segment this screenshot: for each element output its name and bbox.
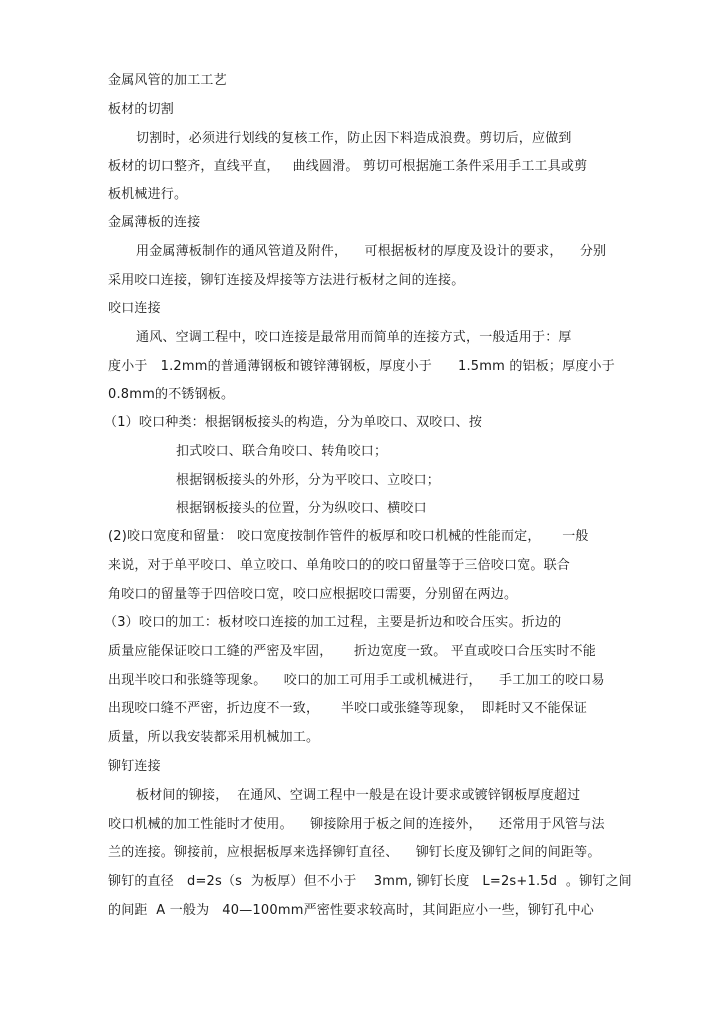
section-heading-thin-sheet-connection: 金属薄板的连接 bbox=[108, 215, 201, 230]
list-item-continuation: 扣式咬口、联合角咬口、转角咬口； bbox=[176, 444, 388, 459]
document-title: 金属风管的加工工艺 bbox=[108, 73, 227, 88]
section-heading-rivet-connection: 铆钉连接 bbox=[108, 759, 161, 774]
paragraph-line: 铆钉的直径 d=2s（s 为板厚）但不小于 3mm, 铆钉长度 L=2s+1.5d 。铆钉之间 bbox=[108, 874, 632, 889]
paragraph-line: 用金属薄板制作的通风管道及附件， 可根据板材的厚度及设计的要求， 分别 bbox=[136, 244, 607, 259]
section-heading-cutting: 板材的切割 bbox=[108, 102, 175, 117]
paragraph-line: 出现半咬口和张缝等现象。 咬口的加工可用手工或机械进行， 手工加工的咬口易 bbox=[108, 673, 605, 688]
paragraph-line: 质量应能保证咬口工缝的严密及牢固， 折边宽度一致。 平直或咬口合压实时不能 bbox=[108, 644, 596, 659]
paragraph-line: 板材间的铆接， 在通风、空调工程中一般是在设计要求或镀锌钢板厚度超过 bbox=[136, 788, 581, 803]
paragraph-line: 来说，对于单平咬口、单立咬口、单角咬口的的咬口留量等于三倍咬口宽。联合 bbox=[108, 558, 571, 573]
list-item-seam-types: （1）咬口种类：根据钢板接头的构造，分为单咬口、双咬口、按 bbox=[104, 415, 483, 430]
list-item-continuation: 根据钢板接头的位置，分为纵咬口、横咬口 bbox=[176, 501, 427, 516]
paragraph-line: 出现咬口缝不严密，折边度不一致， 半咬口或张缝等现象， 即耗时又不能保证 bbox=[108, 701, 588, 716]
section-heading-seam-connection: 咬口连接 bbox=[108, 301, 161, 316]
paragraph-line: 的间距 A 一般为 40—100mm严密性要求较高时，其间距应小一些，铆钉孔中心 bbox=[108, 903, 594, 918]
paragraph-line: 质量，所以我安装都采用机械加工。 bbox=[108, 730, 320, 745]
paragraph-line: 板机械进行。 bbox=[108, 187, 188, 202]
paragraph-line: 通风、空调工程中，咬口连接是最常用而简单的连接方式，一般适用于：厚 bbox=[136, 330, 572, 345]
paragraph-line: 切割时，必须进行划线的复核工作，防止因下料造成浪费。剪切后，应做到 bbox=[136, 131, 572, 146]
paragraph-line: 0.8mm的不锈钢板。 bbox=[108, 387, 235, 402]
paragraph-line: 度小于 1.2mm的普通薄钢板和镀锌薄钢板，厚度小于 1.5mm 的铝板；厚度小于 bbox=[108, 359, 615, 374]
paragraph-line: 咬口机械的加工性能时才使用。 铆接除用于板之间的连接外， 还常用于风管与法 bbox=[108, 817, 605, 832]
paragraph-line: 采用咬口连接，铆钉连接及焊接等方法进行板材之间的连接。 bbox=[108, 273, 465, 288]
paragraph-line: 板材的切口整齐，直线平直， 曲线圆滑。 剪切可根据施工条件采用手工工具或剪 bbox=[108, 159, 588, 174]
paragraph-line: 兰的连接。铆接前，应根据板厚来选择铆钉直径、 铆钉长度及铆钉之间的间距等。 bbox=[108, 845, 601, 860]
list-item-continuation: 根据钢板接头的外形，分为平咬口、立咬口； bbox=[176, 473, 441, 488]
paragraph-line: 角咬口的留量等于四倍咬口宽，咬口应根据咬口需要，分别留在两边。 bbox=[108, 587, 518, 602]
list-item-seam-processing: （3）咬口的加工：板材咬口连接的加工过程，主要是折边和咬合压实。折边的 bbox=[104, 615, 562, 630]
list-item-seam-width: (2)咬口宽度和留量： 咬口宽度按制作管件的板厚和咬口机械的性能而定， 一般 bbox=[108, 529, 589, 544]
